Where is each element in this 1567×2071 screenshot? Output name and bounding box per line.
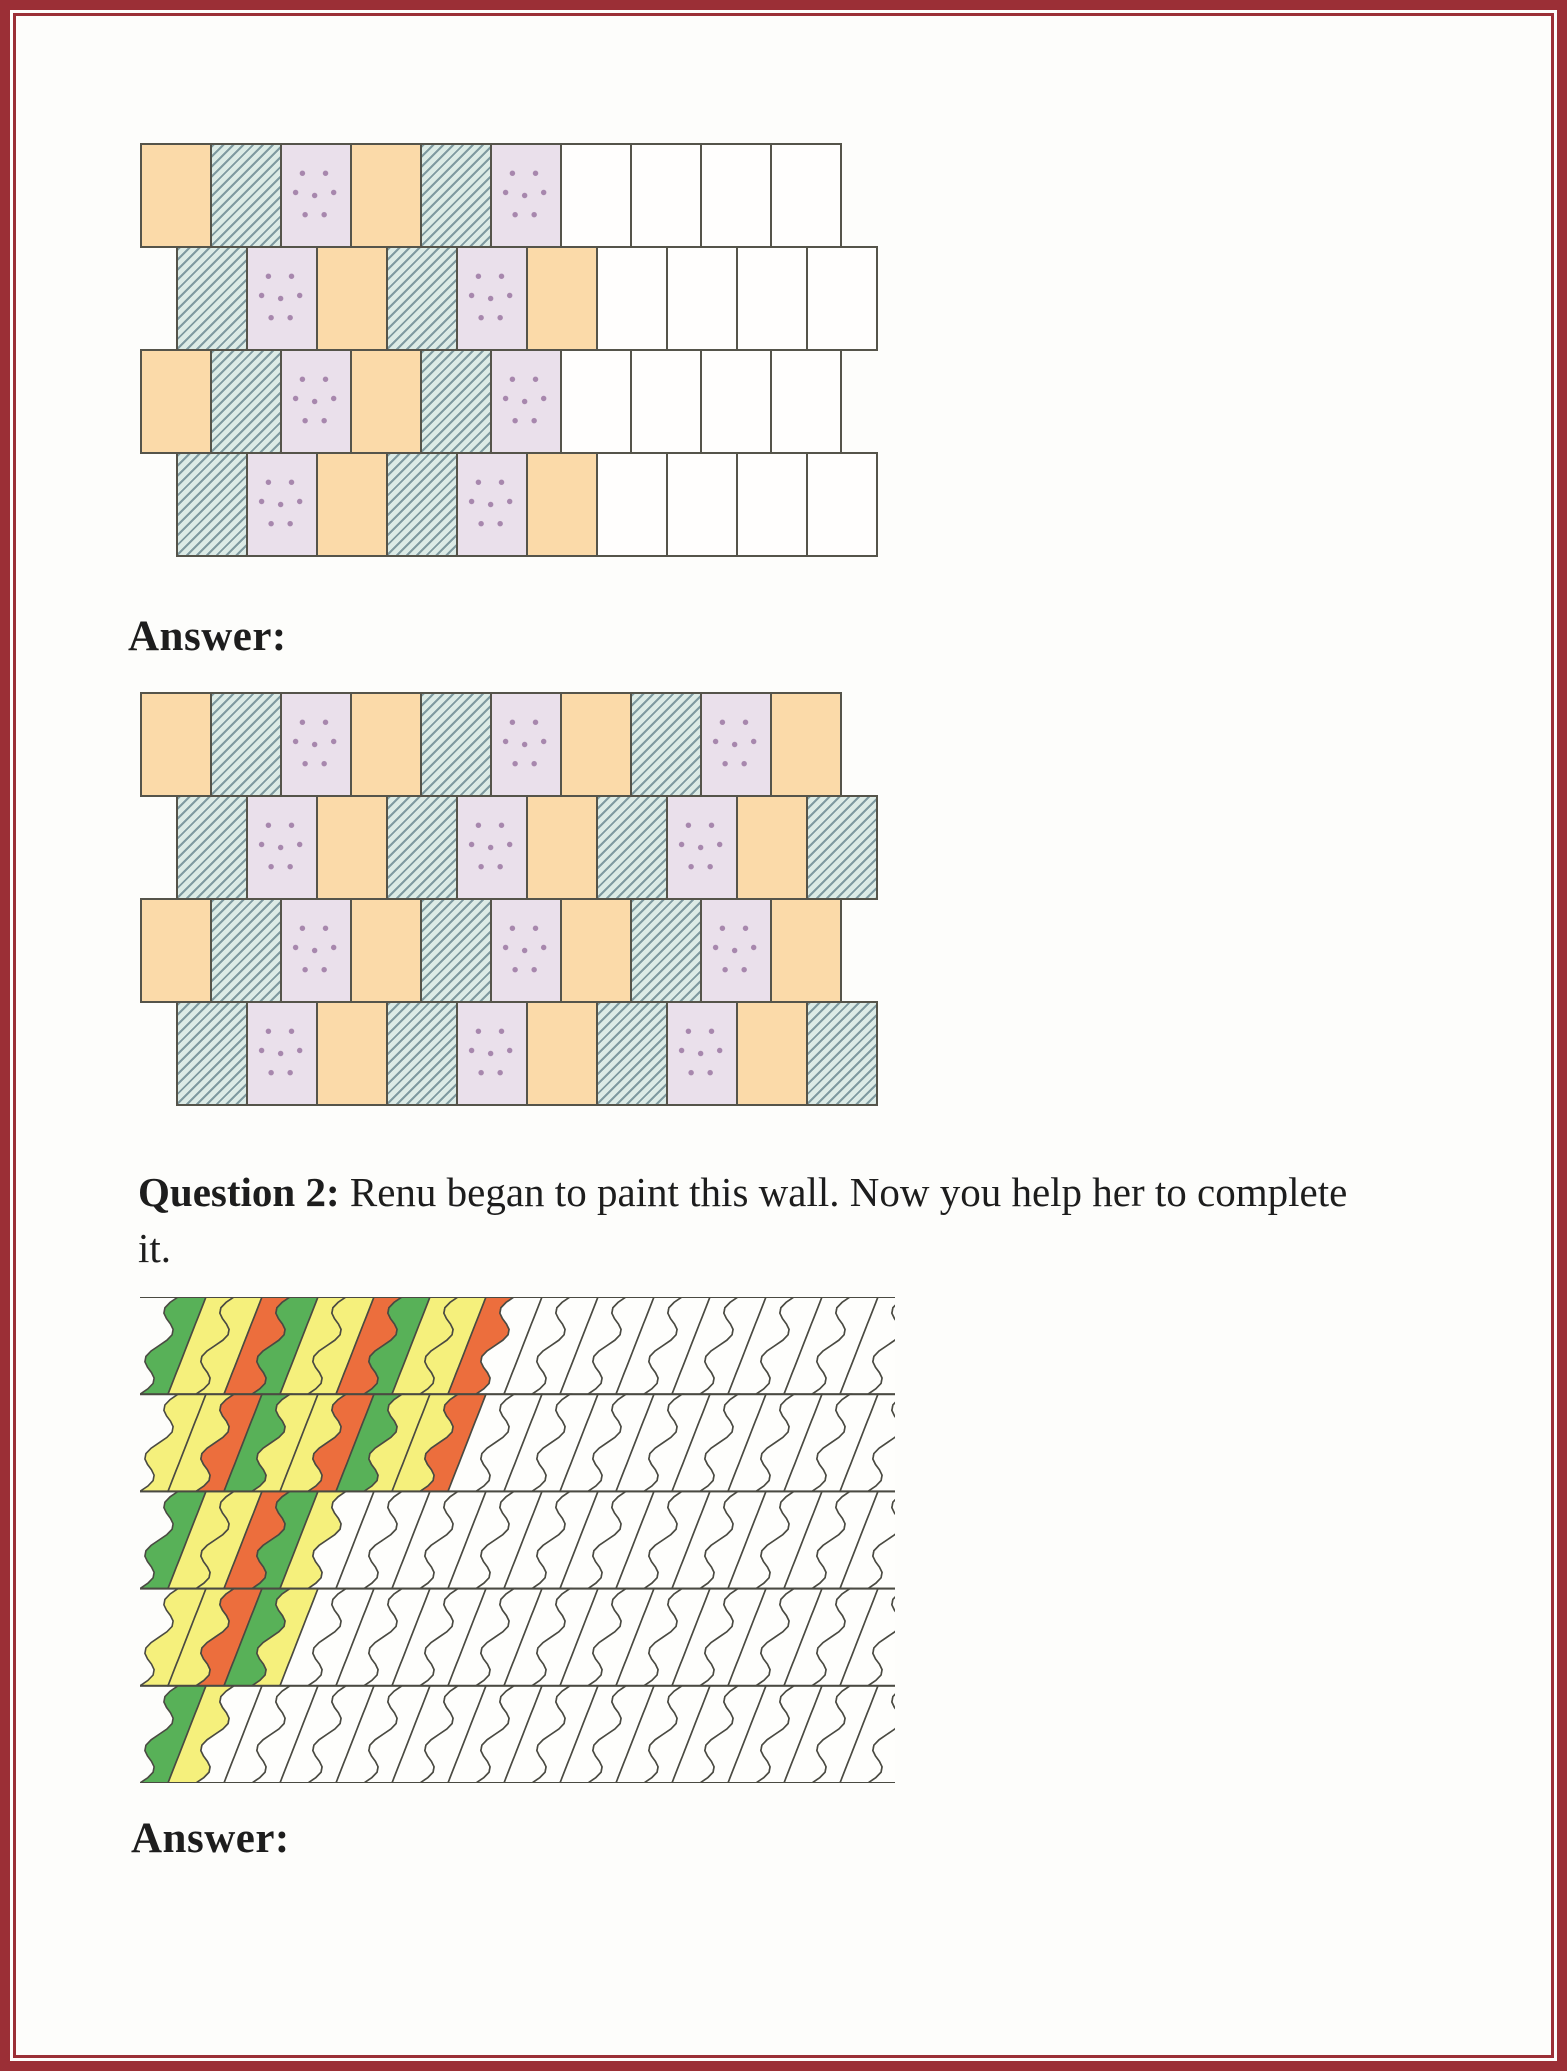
plain-brick: [666, 452, 738, 557]
hatch-brick: [210, 898, 282, 1003]
orange-brick: [770, 692, 842, 797]
hatch-brick: [176, 452, 248, 557]
hatch-brick: [420, 143, 492, 248]
hatch-brick: [386, 1001, 458, 1106]
question2-line1: Renu began to paint this wall. Now you help her to complete: [349, 1169, 1348, 1215]
answer-label-1: Answer:: [128, 613, 287, 660]
dot-brick: [700, 692, 772, 797]
orange-brick: [526, 452, 598, 557]
dot-brick: [456, 795, 528, 900]
orange-brick: [316, 1001, 388, 1106]
orange-brick: [526, 795, 598, 900]
hatch-brick: [420, 349, 492, 454]
dot-brick: [280, 898, 352, 1003]
dot-brick: [490, 349, 562, 454]
hatch-brick: [806, 795, 878, 900]
dot-brick: [700, 898, 772, 1003]
hatch-brick: [210, 692, 282, 797]
plain-brick: [560, 143, 632, 248]
plain-brick: [700, 349, 772, 454]
hatch-brick: [630, 692, 702, 797]
dot-brick: [666, 1001, 738, 1106]
dot-brick: [490, 898, 562, 1003]
dot-brick: [280, 692, 352, 797]
question2-wall-svg: [140, 1297, 895, 1783]
dot-brick: [490, 143, 562, 248]
question2-line2: it.: [138, 1225, 172, 1271]
plain-brick: [736, 246, 808, 351]
hatch-brick: [596, 1001, 668, 1106]
hatch-brick: [210, 143, 282, 248]
hatch-brick: [596, 795, 668, 900]
orange-brick: [736, 1001, 808, 1106]
hatch-brick: [420, 692, 492, 797]
dot-brick: [246, 1001, 318, 1106]
dot-brick: [280, 143, 352, 248]
plain-brick: [700, 143, 772, 248]
orange-brick: [140, 692, 212, 797]
plain-brick: [596, 246, 668, 351]
question2-wall: [140, 1297, 895, 1783]
hatch-brick: [176, 795, 248, 900]
dot-brick: [246, 452, 318, 557]
orange-brick: [560, 898, 632, 1003]
orange-brick: [140, 349, 212, 454]
plain-brick: [736, 452, 808, 557]
hatch-brick: [386, 795, 458, 900]
orange-brick: [140, 143, 212, 248]
hatch-brick: [386, 452, 458, 557]
orange-brick: [316, 452, 388, 557]
hatch-brick: [210, 349, 282, 454]
orange-brick: [350, 349, 422, 454]
orange-brick: [140, 898, 212, 1003]
dot-brick: [456, 452, 528, 557]
orange-brick: [350, 143, 422, 248]
answer-label-2: Answer:: [131, 1815, 290, 1862]
orange-brick: [350, 692, 422, 797]
plain-brick: [770, 349, 842, 454]
hatch-brick: [386, 246, 458, 351]
orange-brick: [526, 246, 598, 351]
dot-brick: [456, 1001, 528, 1106]
plain-brick: [770, 143, 842, 248]
dot-brick: [456, 246, 528, 351]
plain-brick: [630, 143, 702, 248]
dot-brick: [490, 692, 562, 797]
dot-brick: [246, 795, 318, 900]
plain-brick: [806, 452, 878, 557]
plain-brick: [666, 246, 738, 351]
dot-brick: [246, 246, 318, 351]
hatch-brick: [176, 246, 248, 351]
plain-brick: [596, 452, 668, 557]
dot-brick: [280, 349, 352, 454]
question2-text: [138, 1164, 1478, 1276]
plain-brick: [630, 349, 702, 454]
orange-brick: [350, 898, 422, 1003]
hatch-brick: [420, 898, 492, 1003]
orange-brick: [526, 1001, 598, 1106]
orange-brick: [316, 795, 388, 900]
hatch-brick: [630, 898, 702, 1003]
hatch-brick: [806, 1001, 878, 1106]
dot-brick: [666, 795, 738, 900]
hatch-brick: [176, 1001, 248, 1106]
plain-brick: [806, 246, 878, 351]
orange-brick: [316, 246, 388, 351]
orange-brick: [736, 795, 808, 900]
orange-brick: [560, 692, 632, 797]
plain-brick: [560, 349, 632, 454]
orange-brick: [770, 898, 842, 1003]
question2-label: Question 2:: [138, 1169, 340, 1215]
